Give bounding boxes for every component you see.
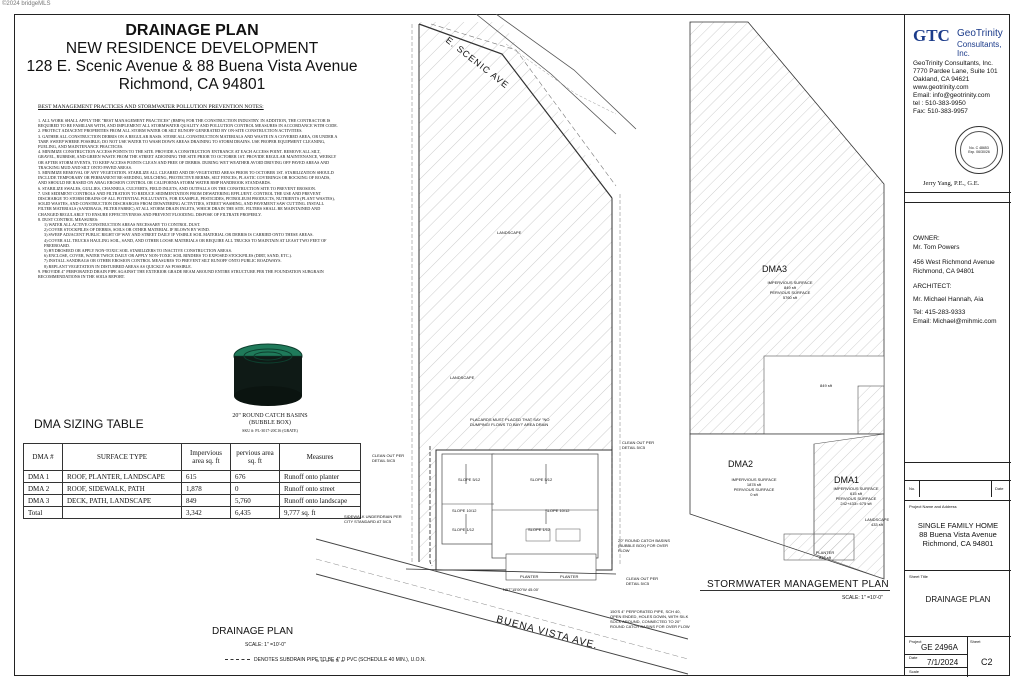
table-row <box>24 471 361 483</box>
company-name: GeoTrinity Consultants, Inc. <box>913 60 993 67</box>
dma1-perv: PERVIOUS SURFACE <box>835 496 877 501</box>
cleanout-note: CLEAN OUT PER DETAIL 5/C5 <box>622 440 655 450</box>
dma1-info <box>832 486 880 506</box>
stormwater-title: STORMWATER MANAGEMENT PLAN <box>707 579 889 590</box>
divider <box>905 462 1011 463</box>
slope-label: SLOPE 10/12 <box>545 508 570 513</box>
owner-block <box>913 234 997 326</box>
sheet-title-cell <box>905 570 1011 636</box>
table-cell: DMA 3 <box>24 495 63 507</box>
slope-label: SLOPE 1/12 <box>452 527 475 532</box>
landscape-area <box>862 517 892 527</box>
note-item: 8) REPLANT VEGETATION IN DISTURBED AREAS AS QUICKLY AS POSSIBLE. <box>44 263 192 269</box>
project-name: SINGLE FAMILY HOME <box>917 521 999 530</box>
stormwater-title-underline <box>700 590 890 591</box>
company-address-1: 7770 Pardee Lane, Suite 101 <box>913 68 998 75</box>
note-item: 4) COVER ALL TRUCKS HAULING SOIL, SAND, AND OTHER LOOSE MATERIALS OR REQUIRE ALL TRUCKS TO MAINTAIN AT LEAST TWO FEET OF FREEBOARD. <box>44 237 327 248</box>
dma2-imp-val: 1878 sft <box>746 482 762 487</box>
rev-no-label: No. <box>909 486 916 491</box>
street-label-bottom: BUENA VISTA AVE. <box>495 614 599 652</box>
note-item: 7) INSTALL SANDBAGS OR OTHER EROSION CONTROL MEASURES TO PREVENT SILT RUNOFF ONTO PUBLIC ROADWAYS. <box>44 258 282 264</box>
owner-address-1: 456 West Richmond Avenue <box>913 259 995 266</box>
table-cell: Total <box>24 507 63 519</box>
notes-heading: BEST MANAGEMENT PRACTICES AND STORMWATER POLLUTION PREVENTION NOTES: <box>38 104 264 110</box>
legend-text: DENOTES SUBDRAIN PIPE TO BE 4" D PVC (SCHEDULE 40 MIN.), U.O.N. <box>254 657 426 663</box>
table-cell: DECK, PATH, LANDSCAPE <box>63 495 182 507</box>
planter-label: PLANTER <box>520 574 539 579</box>
rev-date-label: Date <box>995 486 1004 491</box>
cleanout-note: CLEAN OUT PER DETAIL 5/C5 <box>372 453 405 463</box>
slope-label: SLOPE 5/12 <box>458 477 481 482</box>
seal-exp: Exp. 06/30/26 <box>968 150 990 154</box>
dma1-perv-val: 242+433= 675 sft <box>840 501 872 506</box>
note-item: 3. GATHER ALL CONSTRUCTION DEBRIS ON A REGULAR BASIS. STORE ALL CONSTRUCTION MATERIALS AND WASTE IN A COVERED AREA, OR UNDER A TARP. SWEEP WHERE POSSIBLE; DO NOT USE WATER TO WASH DOWN AREAS DRAINING TO STORM DRAINS. USE PROPER EQUIPMENT CLEANING, FUELING, AND MAINTENANCE PRACTICES. <box>38 133 338 150</box>
table-header-cell: Measures <box>280 444 361 471</box>
project-no: GE 2496A <box>921 643 958 652</box>
dma2-name: DMA2 <box>728 459 754 469</box>
project-info-cell <box>905 636 1011 676</box>
company-address-2: Oakland, CA 94621 <box>913 76 970 83</box>
note-item: 4. MINIMIZE CONSTRUCTION ACCESS POINTS TO THE SITE. PROVIDE A CONSTRUCTION ENTRANCE AT EACH ACCESS POINT. REMOVE ALL SILT, GRAVEL, RUBBISH, AND GREEN WASTE FROM THE STREET ADJOINING THE SITE PRIOR TO OCTOBER 1ST. PROVIDE REGULAR MAINTENANCE, WEEKLY OR AFTER STORM EVENTS, TO KEEP ACCESS POINTS CLEAN AND FREE OF DEBRIS. DURING WET WEATHER AVOID DRIVING OFF PAVED AREAS AND TRACKING MUD AND SILT ONTO PAVED AREAS. <box>38 149 337 170</box>
table-header-cell: pervious area sq. ft <box>231 444 280 471</box>
dma3-imp: IMPERVIOUS SURFACE <box>767 280 813 285</box>
drawing-header <box>22 22 362 94</box>
table-cell: 9,777 sq. ft <box>280 507 361 519</box>
table-cell: 6,435 <box>231 507 280 519</box>
pipe-note: 150'S 4" PERFORATED PIPE, SCH 40, OPEN ENDED, HOLES DOWN, WITH SILK SOCK AROUND, CONNECTED TO 20" ROUND CATCH BASINS FOR OVER FLOW <box>610 609 690 629</box>
project-address-2: Richmond, CA 94801 <box>922 539 994 548</box>
table-cell: 676 <box>231 471 280 483</box>
table-header-cell: Impervious area sq. ft <box>182 444 231 471</box>
divider <box>905 667 967 668</box>
divider <box>919 481 920 497</box>
drawing-address-2: Richmond, CA 94801 <box>118 76 266 93</box>
note-item: 1. ALL WORK SHALL APPLY THE "BEST MANAGEMENT PRACTICES" (BMPS) FOR THE CONSTRUCTION INDUSTRY. IN ADDITION, THE CONTRACTOR IS REQUIRED TO BE FAMILIAR WITH, AND IMPLEMENT ALL STORMWATER QUALITY AND POLLUTION CONTROL MEASURES IN ACCORDANCE WITH CODE. <box>38 118 338 129</box>
dma2-imp: IMPERVIOUS SURFACE <box>731 477 777 482</box>
table-header-cell: SURFACE TYPE <box>63 444 182 471</box>
scale-label: Scale <box>909 669 920 674</box>
slope-label: SLOPE 5/12 <box>530 477 553 482</box>
table-cell: 0 <box>231 483 280 495</box>
architect-tel: Tel: 415-283-9333 <box>913 309 966 316</box>
note-item: 5. MINIMIZE REMOVAL OF ANY VEGETATION. STABILIZE ALL CLEARED AND DE-VEGETATED AREAS PRIOR TO OCTOBER 1ST. STABILIZATION SHOULD INCLUDE TEMPORARY OR PERMANENT RE-SEEDING, MULCHING, PROTECTIVE BERMS, SILT FENCES, PLASTIC COVERINGS OR ROCKING OF ROADS, AND SHOULD BE BASED ON ABAG EROSION CONTROL OR CALIFORNIA STORM WATER BMP HANDBOOK STANDARDS. <box>38 170 334 186</box>
sidewalk-note: SIDEWALK UNDERDRAIN PER CITY STANDARD AT 5/C5 <box>344 514 402 524</box>
planter-label: PLANTER <box>560 574 579 579</box>
dma-sizing-table <box>23 443 361 519</box>
watermark: ©2024 bridgeMLS <box>2 1 51 7</box>
sheet-title-label: Sheet Title <box>909 574 928 579</box>
note-item: 2. PROTECT ADJACENT PROPERTIES FROM ALL STORM WATER OR SILT RUNOFF GENERATED BY ON-SITE CONSTRUCTION ACTIVITIES. <box>38 128 303 134</box>
note-item: 6) ENCLOSE, COVER, WATER TWICE DAILY OR APPLY NON-TOXIC SOIL BINDERS TO EXPOSED STOCKPILES (DIRT, SAND, ETC.). <box>44 253 292 259</box>
table-cell: 849 <box>182 495 231 507</box>
dma2-perv: PERVIOUS SURFACE <box>733 487 775 492</box>
logo-name: GeoTrinity <box>957 28 1003 39</box>
table-total-row <box>24 507 361 519</box>
company-web: www.geotrinity.com <box>913 84 969 91</box>
bearing-label: N57°15'00"W 45.00' <box>503 587 539 592</box>
divider <box>967 637 968 677</box>
note-item: 8. DUST CONTROL MEASURES: <box>38 216 99 222</box>
table-cell: 3,342 <box>182 507 231 519</box>
planter-area-val: 242 sft <box>818 555 831 560</box>
catch-basin-image <box>225 340 311 410</box>
dma3-name: DMA3 <box>762 264 788 274</box>
project-label: Project Name and Address <box>909 504 957 509</box>
sheet-number: C2 <box>981 657 993 667</box>
company-tel: tel : 510-383-9950 <box>913 100 966 107</box>
dma1-name: DMA1 <box>834 475 860 485</box>
table-cell: Runoff onto landscape <box>280 495 361 507</box>
deck-area: 849 sft <box>820 383 833 388</box>
landscape-label: LANDSCAPE <box>497 230 522 235</box>
basin-note: 20" ROUND CATCH BASINS (BUBBLE BOX) FOR OVER FLOW <box>618 538 671 553</box>
slope-label: SLOPE 1/12 <box>528 527 551 532</box>
dma3-perv: PERVIOUS SURFACE <box>769 290 811 295</box>
plan-scale: SCALE: 1" =10'-0" <box>245 642 286 648</box>
dma3-imp-val: 849 sft <box>783 285 796 290</box>
catch-basin-ref: SKU #: PL-3017-20C16 (GRATE) <box>242 428 298 433</box>
date-value: 7/1/2024 <box>927 658 959 667</box>
sheet-label: Sheet <box>970 639 981 644</box>
drawing-title: DRAINAGE PLAN <box>125 22 259 39</box>
legend-line <box>225 657 426 663</box>
table-cell <box>63 507 182 519</box>
notes-list <box>38 118 338 279</box>
table-cell: ROOF, PLANTER, LANDSCAPE <box>63 471 182 483</box>
divider <box>905 202 1011 203</box>
catch-basin-sub: (BUBBLE BOX) <box>249 420 291 426</box>
engineer-seal-inner <box>960 131 998 169</box>
divider <box>905 192 1011 193</box>
owner-label: OWNER: <box>913 235 940 242</box>
architect-label: ARCHITECT: <box>913 283 952 290</box>
dma2-info <box>726 477 782 497</box>
architect-name: Mr. Michael Hannah, Aia <box>913 296 984 303</box>
company-email: Email: info@geotrinity.com <box>913 92 990 99</box>
sheet-title: DRAINAGE PLAN <box>925 595 991 604</box>
dma1-imp: IMPERVIOUS SURFACE <box>833 486 879 491</box>
project-address-1: 88 Buena Vista Avenue <box>919 530 997 539</box>
table-cell: Runoff onto street <box>280 483 361 495</box>
project-cell <box>905 500 1011 570</box>
street-label-top: E. SCENIC AVE <box>443 35 511 91</box>
table-cell: 5,760 <box>231 495 280 507</box>
table-cell: DMA 2 <box>24 483 63 495</box>
title-block <box>904 14 1010 676</box>
architect-email: Email: Michael@mihmic.com <box>913 318 997 325</box>
revision-header <box>905 480 1011 496</box>
landscape-label: LANDSCAPE <box>450 375 475 380</box>
owner-name: Mr. Tom Powers <box>913 244 960 251</box>
landscape-area-label: LANDSCAPE <box>864 517 890 522</box>
catch-basin-caption <box>215 413 325 434</box>
note-item: 6. STABILIZE SWALES, GULLIES, CHANNELS, CULVERTS, FIELD INLETS, AND OUTFALLS ON THE CONSTRUCTION SITE TO PREVENT EROSION. <box>38 185 316 191</box>
planter-area <box>810 550 840 560</box>
seal-number: No. C 48653 <box>969 146 989 150</box>
table-cell: 615 <box>182 471 231 483</box>
drawing-subtitle: NEW RESIDENCE DEVELOPMENT <box>65 40 319 57</box>
note-item: 5) HYDROSEED OR APPLY NON-TOXIC SOIL STABILIZERS TO INACTIVE CONSTRUCTION AREAS. <box>44 248 232 254</box>
project-details <box>905 521 1011 548</box>
slope-label: SLOPE 10/12 <box>452 508 477 513</box>
table-cell: 1,878 <box>182 483 231 495</box>
catch-basin-title: 20" ROUND CATCH BASINS <box>232 413 308 419</box>
table-header-row <box>24 444 361 471</box>
project-no-label: Project <box>909 639 922 644</box>
dma1-imp-val: 615 sft <box>849 491 862 496</box>
table-row <box>24 483 361 495</box>
planter-area-label: PLANTER <box>815 550 835 555</box>
table-cell: ROOF, SIDEWALK, PATH <box>63 483 182 495</box>
owner-address-2: Richmond, CA 94801 <box>913 268 975 275</box>
note-item: 9. PROVIDE 4" PERFORATED DRAIN PIPE AGAINST THE EXTERIOR GRADE BEAM AROUND ENTIRE STRUCTURE PER THE FOUNDATION SUBGRAIN RECOMMENDATIONS IN THE SOILS REPORT. <box>38 268 324 280</box>
landscape-area-val: 433 sft <box>870 522 883 527</box>
table-cell: DMA 1 <box>24 471 63 483</box>
logo-sub: Consultants, Inc. <box>957 40 1002 58</box>
note-item: 3) SWEEP ADJACENT PUBLIC RIGHT OF WAY AND STREET DAILY IF VISIBLE SOIL MATERIAL OR DEBRIS IS CARRIED ONTO THESE AREAS. <box>44 232 314 238</box>
cleanout-note: CLEAN OUT PER DETAIL 5/C5 <box>626 576 659 586</box>
dma-table-title: DMA SIZING TABLE <box>34 417 144 431</box>
dma3-info <box>762 280 818 300</box>
note-item: 2) COVER STOCKPILES OF DEBRIS, SOILS OR OTHER MATERIAL IF BLOWN BY WIND. <box>44 227 210 233</box>
divider <box>991 481 992 497</box>
dma3-perv-val: 5760 sft <box>782 295 798 300</box>
dma2-perv-val: 0 sft <box>750 492 758 497</box>
drawing-address-1: 128 E. Scenic Avenue & 88 Buena Vista Avenue <box>26 58 358 75</box>
note-item: 7. USE SEDIMENT CONTROLS AND FILTRATION TO REDUCE SEDIMENTATION FROM DEWATERING EFFLUENT. CONTROL THE USE AND PREVENT DISCHARGE TO STORM DRAINS OF ALL POTENTIAL POLLUTANTS, FOR EXAMPLE, PESTICIDES, PETROLEUM PRODUCTS, NUTRIENTS (PLANT WASTES), SOLID WASTES, AND CONSTRUCTION DISCHARGES FROM DEWATERING ACTIVITIES, STREET WASHING, AND PAVEMENT SAW CUTTING. INSTALL FILTER MATERIALS (SANDBAGS, FILTER FABRIC) AT ALL STORM DRAIN INLETS, WHICH DRAIN THE SITE. FILTERS SHALL BE MAINTAINED AND CHANGED REGULARLY TO ENSURE EFFECTIVENESS AND PREVENT FLOODING. DISPOSE OF FILTRATE PROPERLY. <box>38 190 335 217</box>
table-row <box>24 495 361 507</box>
stormwater-scale: SCALE: 1" =10'-0" <box>842 595 883 601</box>
logo-mark: GTC <box>913 26 950 45</box>
company-info <box>913 60 998 116</box>
company-fax: Fax: 510-383-9957 <box>913 108 968 115</box>
table-cell: Runoff onto planter <box>280 471 361 483</box>
note-item: 1) WATER ALL ACTIVE CONSTRUCTION AREAS NECESSARY TO CONTROL DUST. <box>44 222 201 228</box>
placards-note: PLACARDS MUST PLACED THAT SAY "NO DUMPING! FLOWS TO BAY!" AREA DRAIN <box>470 417 550 427</box>
date-label: Date <box>909 655 918 660</box>
plan-title: DRAINAGE PLAN <box>212 626 294 637</box>
engineer-name: Jerry Yang, P.E., G.E. <box>923 180 980 187</box>
table-header-cell: DMA # <box>24 444 63 471</box>
engineer-seal <box>955 126 1003 174</box>
